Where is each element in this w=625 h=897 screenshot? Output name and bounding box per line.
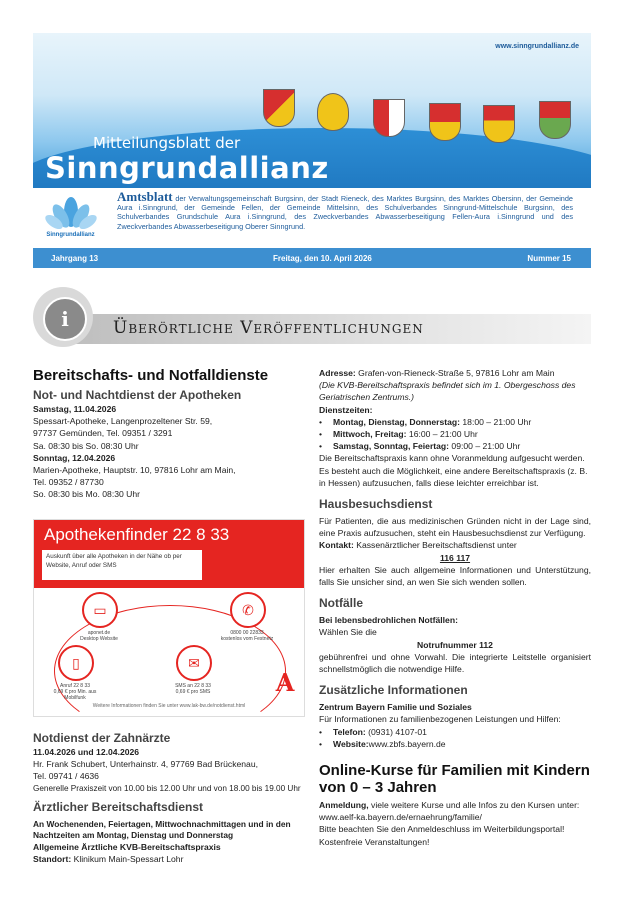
ad-banner bbox=[34, 520, 304, 588]
hausbesuch-contact-value: Kassenärztlicher Bereitschaftsdienst unter bbox=[353, 540, 517, 551]
zbfs-website bbox=[319, 738, 591, 750]
ad-title: Apothekenfinder 22 8 33 bbox=[44, 525, 230, 544]
masthead-subtitle: Mitteilungsblatt der bbox=[93, 134, 241, 152]
crest-3-icon bbox=[373, 99, 405, 137]
times-item-2 bbox=[319, 428, 591, 440]
zbfs-phone bbox=[319, 726, 591, 738]
saturday-line-1: Spessart-Apotheke, Langenprozeltener Str. 59, bbox=[33, 416, 213, 427]
crest-6-icon bbox=[539, 101, 571, 139]
ad-sms-caption bbox=[163, 683, 223, 695]
heading-arzt: Ärztlicher Bereitschaftsdienst bbox=[33, 799, 204, 814]
crest-1-icon bbox=[263, 89, 295, 127]
sunday-line-1: Marien-Apotheke, Hauptstr. 10, 97816 Lohr am Main, bbox=[33, 465, 236, 476]
address-line bbox=[319, 367, 591, 379]
ad-phone-caption-2: kostenlos vom Festnetz bbox=[220, 636, 274, 642]
ad-web-caption bbox=[69, 630, 129, 642]
arzt-standort-label: Standort: bbox=[33, 854, 72, 865]
kurse-registration bbox=[319, 799, 591, 811]
mobile-icon: ▯ bbox=[58, 645, 94, 681]
zahn-date: 11.04.2026 und 12.04.2026 bbox=[33, 747, 140, 757]
times-heading: Dienstzeiten: bbox=[319, 404, 373, 415]
kurse-url[interactable]: www.aelf-ka.bayern.de/ernaehrung/familie/ bbox=[319, 812, 482, 823]
address-note: (Die KVB-Bereitschaftspraxis befindet sich im 1. Obergeschoss des Geriatrischen Zentrums.) bbox=[319, 380, 576, 403]
saturday-line-3: Sa. 08:30 bis So. 08:30 Uhr bbox=[33, 440, 139, 451]
times-2-value: 16:00 – 21:00 Uhr bbox=[406, 429, 478, 440]
practice-note-2: Es besteht auch die Möglichkeit, eine andere Bereitschaftspraxis (z. B. in Hessen) aufzusuchen, falls diese leichter erreichbar ist. bbox=[319, 465, 588, 488]
hausbesuch-number: 116 117 bbox=[439, 552, 471, 563]
heading-zahnaerzte: Notdienst der Zahnärzte bbox=[33, 731, 171, 745]
ad-sms-caption-2: 0,69 € pro SMS bbox=[175, 689, 211, 695]
zbfs-heading: Zentrum Bayern Familie und Soziales bbox=[319, 702, 472, 713]
address-value: Grafen-von-Rieneck-Straße 5, 97816 Lohr am Main bbox=[355, 368, 555, 378]
right-column bbox=[319, 367, 591, 848]
times-2-label: Mittwoch, Freitag: bbox=[333, 429, 407, 440]
heading-online-kurse: Online-Kurse für Familien mit Kindern von 0 – 3 Jahren bbox=[319, 762, 590, 797]
info-icon: i bbox=[43, 297, 87, 341]
zbfs-phone-label: Telefon: bbox=[333, 726, 366, 737]
sms-icon: ✉ bbox=[176, 645, 212, 681]
notfall-text: Wählen Sie die bbox=[319, 627, 377, 638]
saturday-heading: Samstag, 11.04.2026 bbox=[33, 404, 117, 414]
hausbesuch-text: Für Patienten, die aus medizinischen Gründen nicht in der Lage sind, eine Praxis aufzusuchen, steht ein Hausbesuchsdienst zur Verfügung. bbox=[319, 516, 591, 539]
logo-label: Sinngrundallianz bbox=[46, 232, 95, 238]
heading-notfaelle: Notfälle bbox=[319, 596, 364, 611]
phone-icon: ✆ bbox=[230, 592, 266, 628]
sunday-heading: Sonntag, 12.04.2026 bbox=[33, 452, 116, 463]
times-1-label: Montag, Dienstag, Donnerstag: bbox=[333, 416, 461, 427]
hausbesuch-contact bbox=[319, 539, 591, 551]
notruf-number: Notrufnummer 112 bbox=[417, 639, 493, 650]
times-item-3 bbox=[319, 440, 591, 452]
arzt-line-2: Allgemeine Ärztliche KVB-Bereitschaftspraxis bbox=[33, 842, 221, 853]
zahn-line-3: Generelle Praxiszeit von 10.00 bis 12.00 Uhr und von 18.00 bis 19.00 Uhr bbox=[33, 783, 301, 793]
sunday-line-3: So. 08:30 bis Mo. 08:30 Uhr bbox=[33, 489, 141, 500]
notfall-heading: Bei lebensbedrohlichen Notfällen: bbox=[319, 615, 458, 626]
ad-mobile-caption-1: Anruf 22 8 33 bbox=[59, 683, 91, 689]
address-label: Adresse: bbox=[319, 368, 356, 378]
issue-number: Nummer 15 bbox=[527, 254, 571, 263]
masthead-title: Sinngrundallianz bbox=[45, 151, 329, 185]
heading-zusatzinfo: Zusätzliche Informationen bbox=[319, 683, 468, 698]
amtsblatt-intro bbox=[117, 189, 573, 231]
apothekenfinder-ad bbox=[33, 519, 305, 717]
ad-web-caption-1: aponet.de bbox=[87, 630, 111, 636]
heading-hausbesuch: Hausbesuchsdienst bbox=[319, 497, 433, 512]
section-title: Überörtliche Veröffentlichungen bbox=[113, 318, 424, 338]
zbfs-website-label: Website: bbox=[333, 738, 369, 749]
heading-apotheken: Not- und Nachtdienst der Apotheken bbox=[33, 388, 242, 402]
ad-phone-caption bbox=[217, 630, 277, 642]
amtsblatt-label: Amtsblatt bbox=[117, 189, 173, 204]
website-url[interactable]: www.sinngrundallianz.de bbox=[495, 43, 579, 50]
municipal-crests bbox=[261, 89, 591, 135]
website-icon: ▭ bbox=[82, 592, 118, 628]
times-item-1 bbox=[319, 416, 591, 428]
arzt-line-1: An Wochenenden, Feiertagen, Mittwochnachmittagen und in den Nachtzeiten am Montag, Dienstag und Donnerstag bbox=[33, 818, 291, 841]
hausbesuch-text-2: Hier erhalten Sie auch allgemeine Informationen und Unterstützung, falls Sie unsicher sind, an wen Sie sich wenden sollen. bbox=[319, 564, 591, 588]
zbfs-website-link[interactable]: www.zbfs.bayern.de bbox=[368, 738, 446, 749]
issue-date: Freitag, den 10. April 2026 bbox=[273, 254, 372, 263]
ad-phone-caption-1: 0800 00 22833 bbox=[230, 630, 264, 636]
notfall-text-2: gebührenfrei und ohne Vorwahl. Die integrierte Leitstelle organisiert schnellstmöglich die notwendige Hilfe. bbox=[319, 651, 591, 675]
apotheke-logo-icon: A bbox=[275, 668, 295, 697]
hausbesuch-contact-label: Kontakt: bbox=[319, 540, 354, 551]
zbfs-phone-value: (0931) 4107-01 bbox=[365, 726, 427, 737]
crest-4-icon bbox=[429, 103, 461, 141]
ad-mobile-caption bbox=[45, 683, 105, 701]
crest-5-icon bbox=[483, 105, 515, 143]
times-3-value: 09:00 – 21:00 Uhr bbox=[449, 441, 521, 452]
section-icon-ring bbox=[33, 287, 93, 347]
left-column-bottom bbox=[33, 731, 305, 866]
heading-bereitschaft: Bereitschafts- und Notfalldienste bbox=[33, 367, 269, 384]
ad-web-caption-2: Desktop Website bbox=[80, 636, 118, 642]
kurse-registration-label: Anmeldung, bbox=[319, 800, 369, 811]
ad-mobile-caption-2: 0,69 € pro Min. aus Mobilfunk bbox=[53, 689, 97, 701]
arzt-standort-value: Klinikum Main-Spessart Lohr bbox=[71, 854, 184, 865]
saturday-line-2: 97737 Gemünden, Tel. 09351 / 3291 bbox=[33, 428, 173, 439]
kurse-note-2: Kostenfreie Veranstaltungen! bbox=[319, 836, 430, 847]
amtsblatt-text: der Verwaltungsgemeinschaft Burgsinn, der Stadt Rieneck, des Marktes Burgsinn, des Marktes Obersinn, der Gemeinde Aura i.Sinngrund, der Gemeinde Fellen, der Gemeinde Mittelsinn, des Schulverbandes Sinngrund-Mittelschule Burgsinn, des Schulverbandes Grundschule Aura i.Sinngrund, des Zweckverbandes Abwasserbeseitigung Fellen-Aura i.Sinngrund und des Zweckverbandes Abwasserbeseitigung Oberer Sinngrund. bbox=[117, 194, 573, 231]
sunday-line-2: Tel. 09352 / 87730 bbox=[33, 477, 104, 488]
issue-bar bbox=[33, 248, 591, 268]
zbfs-text: Für Informationen zu familienbezogenen Leistungen und Hilfen: bbox=[319, 714, 561, 725]
zahn-line-1: Hr. Frank Schubert, Unterhainstr. 4, 97769 Bad Brückenau, bbox=[33, 759, 258, 770]
practice-note-1: Die Bereitschaftspraxis kann ohne Voranmeldung aufgesucht werden. bbox=[319, 453, 585, 464]
crest-2-icon bbox=[317, 93, 349, 131]
ad-description: Auskunft über alle Apotheken in der Nähe ob per Website, Anruf oder SMS bbox=[42, 550, 202, 580]
ad-sms-caption-1: SMS an 22 8 33 bbox=[175, 683, 211, 689]
arzt-standort bbox=[33, 853, 305, 865]
issue-year: Jahrgang 13 bbox=[51, 254, 99, 263]
ad-footer: Weitere Informationen finden Sie unter www.lak-bw.de/notdienst.html bbox=[92, 703, 246, 709]
kurse-registration-value: viele weitere Kurse und alle Infos zu den Kursen unter: bbox=[368, 800, 580, 811]
times-3-label: Samstag, Sonntag, Feiertag: bbox=[333, 441, 450, 452]
masthead bbox=[33, 33, 591, 188]
zahn-line-2: Tel. 09741 / 4636 bbox=[33, 771, 99, 782]
left-column-top bbox=[33, 367, 305, 501]
times-1-value: 18:00 – 21:00 Uhr bbox=[460, 416, 532, 427]
kurse-note-1: Bitte beachten Sie den Anmeldeschluss im Weiterbildungsportal! bbox=[319, 824, 565, 835]
